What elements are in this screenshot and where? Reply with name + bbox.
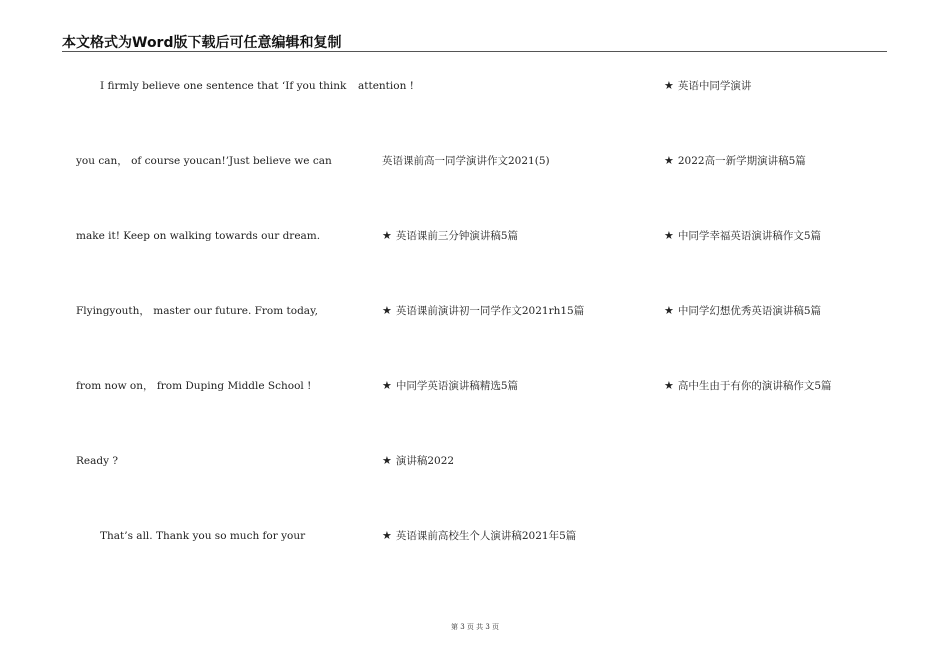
related-link[interactable] [382, 304, 584, 318]
related-link-label: 中同学英语演讲稿精选5篇 [395, 380, 519, 392]
related-link-label: 英语课前三分钟演讲稿5篇 [395, 230, 519, 242]
related-link[interactable] [382, 229, 518, 243]
star-icon: ★ [664, 304, 674, 317]
related-link[interactable] [664, 304, 821, 318]
related-link-label: 高中生由于有你的演讲稿作文5篇 [677, 380, 832, 392]
article-title: 英语课前高一同学演讲作文2021(5) [382, 155, 550, 167]
speech-line: make it! Keep on walking towards our dream. [76, 230, 321, 242]
related-link-label: 演讲稿2022 [395, 455, 455, 467]
speech-line: I firmly believe one sentence that ‘If you think [100, 80, 347, 92]
star-icon: ★ [382, 379, 392, 392]
star-icon: ★ [664, 229, 674, 242]
star-icon: ★ [382, 529, 392, 542]
document-header-title: 本文格式为Word版下载后可任意编辑和复制 [62, 35, 342, 51]
speech-line: Ready ? [76, 455, 118, 467]
speech-line: you can， of course youcan!’Just believe we can [76, 155, 332, 167]
related-link-label: 2022高一新学期演讲稿5篇 [677, 155, 806, 167]
star-icon: ★ [382, 454, 392, 467]
star-icon: ★ [664, 379, 674, 392]
related-link-label: 中同学幸福英语演讲稿作文5篇 [677, 230, 822, 242]
related-link-label: 中同学幻想优秀英语演讲稿5篇 [677, 305, 822, 317]
related-link-label: 英语中同学演讲 [677, 80, 752, 92]
header-divider [62, 51, 887, 52]
related-link[interactable] [382, 379, 518, 393]
related-link[interactable] [382, 529, 576, 543]
star-icon: ★ [664, 154, 674, 167]
related-link[interactable] [664, 79, 751, 93]
speech-line: That’s all. Thank you so much for your [100, 530, 306, 542]
speech-line: Flyingyouth， master our future. From today, [76, 305, 318, 317]
related-link-label: 英语课前高校生个人演讲稿2021年5篇 [395, 530, 577, 542]
star-icon: ★ [382, 304, 392, 317]
related-link[interactable] [664, 154, 806, 168]
speech-line-continued: attention ! [358, 80, 414, 92]
related-link[interactable] [664, 379, 832, 393]
related-link[interactable] [664, 229, 821, 243]
related-link[interactable] [382, 454, 454, 468]
related-link-label: 英语课前演讲初一同学作文2021rh15篇 [395, 305, 585, 317]
star-icon: ★ [664, 79, 674, 92]
page-number-footer: 第 3 页 共 3 页 [450, 623, 500, 631]
star-icon: ★ [382, 229, 392, 242]
speech-line: from now on， from Duping Middle School ! [76, 380, 312, 392]
